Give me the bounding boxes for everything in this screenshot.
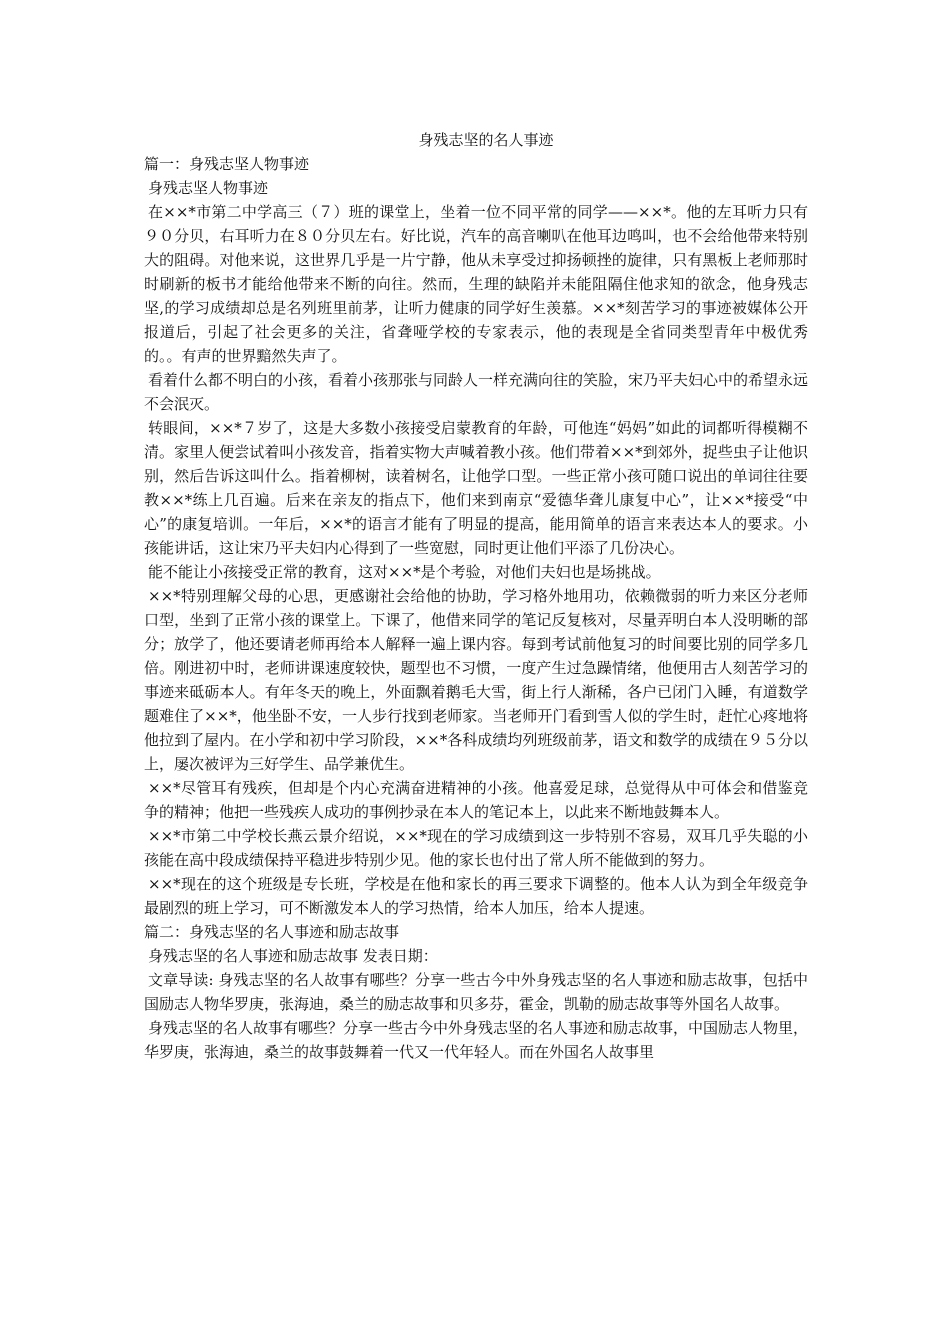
document-title: 身残志坚的名人事迹 (418, 131, 554, 149)
paragraph: 文章导读: 身残志坚的名人故事有哪些？分享一些古今中外身残志坚的名人事迹和励志故事，包括中国励志人物华罗庚，张海迪，桑兰的励志故事和贝多芬，霍金，凯勒的励志故事等外国名人故事。 (144, 971, 808, 1013)
paragraph: 转眼间，××*７岁了，这是大多数小孩接受启蒙教育的年龄，可他连“妈妈”如此的词都听得模糊不清。家里人便尝试着叫小孩发音，指着实物大声喊着教小孩。他们带着××*到郊外，捉些虫子让他识别，然后告诉这叫什么。指着柳树，读着树名，让他学口型。一些正常小孩可随口说出的单词往往要教××*练上几百遍。后来在亲友的指点下，他们来到南京“爱德华聋儿康复中心”，让××*接受“中心”的康复培训。一年后，××*的语言才能有了明显的提高，能用简单的语言来表达本人的要求。小孩能讲话，这让宋乃平夫妇内心得到了一些宽慰，同时更让他们平添了几份决心。 (144, 419, 808, 557)
paragraph: 能不能让小孩接受正常的教育，这对××*是个考验，对他们夫妇也是场挑战。 (148, 563, 661, 581)
section-heading-1: 篇一：身残志坚人物事迹 (144, 155, 310, 173)
paragraph: ××*现在的这个班级是专长班，学校是在他和家长的再三要求下调整的。他本人认为到全年级竞争最剧烈的班上学习，可不断激发本人的学习热情，给本人加压，给本人提速。 (144, 875, 808, 917)
paragraph: ××*市第二中学校长燕云景介绍说，××*现在的学习成绩到这一步特别不容易，双耳几乎失聪的小孩能在高中段成绩保持平稳进步特别少见。他的家长也付出了常人所不能做到的努力。 (144, 827, 808, 869)
section-heading-2: 篇二：身残志坚的名人事迹和励志故事 (144, 923, 400, 941)
section-subheading-2: 身残志坚的名人事迹和励志故事 发表日期： (148, 947, 438, 965)
section-subheading-1: 身残志坚人物事迹 (148, 179, 269, 197)
paragraph: ××*尽管耳有残疾，但却是个内心充满奋进精神的小孩。他喜爱足球，总觉得从中可体会和借鉴竞争的精神；他把一些残疾人成功的事例抄录在本人的笔记本上，以此来不断地鼓舞本人。 (144, 779, 808, 821)
document-page (144, 128, 808, 1064)
paragraph: 身残志坚的名人故事有哪些？分享一些古今中外身残志坚的名人事迹和励志故事，中国励志人物里，华罗庚，张海迪，桑兰的故事鼓舞着一代又一代年轻人。而在外国名人故事里 (144, 1019, 809, 1061)
paragraph: 看着什么都不明白的小孩，看着小孩那张与同龄人一样充满向往的笑脸，宋乃平夫妇心中的希望永远不会泯灭。 (144, 371, 809, 413)
paragraph: 在××*市第二中学高三（７）班的课堂上，坐着一位不同平常的同学——××*。他的左耳听力只有９０分贝，右耳听力在８０分贝左右。好比说，汽车的高音喇叭在他耳边鸣叫，也不会给他带来特别大的阻碍。对他来说，这世界几乎是一片宁静，他从未享受过抑扬顿挫的旋律，只有黑板上老师那时时刷新的板书才能给他带来不断的向往。然而，生理的缺陷并未能阻隔住他求知的欲念，他身残志坚,的学习成绩却总是名列班里前茅，让听力健康的同学好生羡慕。××*刻苦学习的事迹被媒体公开报道后，引起了社会更多的关注，省聋哑学校的专家表示，他的表现是全省同类型青年中极优秀的。。有声的世界黯然失声了。 (144, 203, 808, 365)
paragraph: ××*特别理解父母的心思，更感谢社会给他的协助，学习格外地用功，依赖微弱的听力来区分老师口型，坐到了正常小孩的课堂上。下课了，他借来同学的笔记反复核对，尽量弄明白本人没明晰的部分；放学了，他还要请老师再给本人解释一遍上课内容。每到考试前他复习的时间要比别的同学多几倍。刚进初中时，老师讲课速度较快，题型也不习惯，一度产生过急躁情绪，他便用古人刻苦学习的事迹来砥砺本人。有年冬天的晚上，外面飘着鹅毛大雪，街上行人渐稀，各户已闭门入睡，有道数学题难住了××*，他坐卧不安，一人步行找到老师家。当老师开门看到雪人似的学生时，赶忙心疼地将他拉到了屋内。在小学和初中学习阶段，××*各科成绩均列班级前茅，语文和数学的成绩在９５分以上，屡次被评为三好学生、品学兼优生。 (144, 587, 808, 773)
